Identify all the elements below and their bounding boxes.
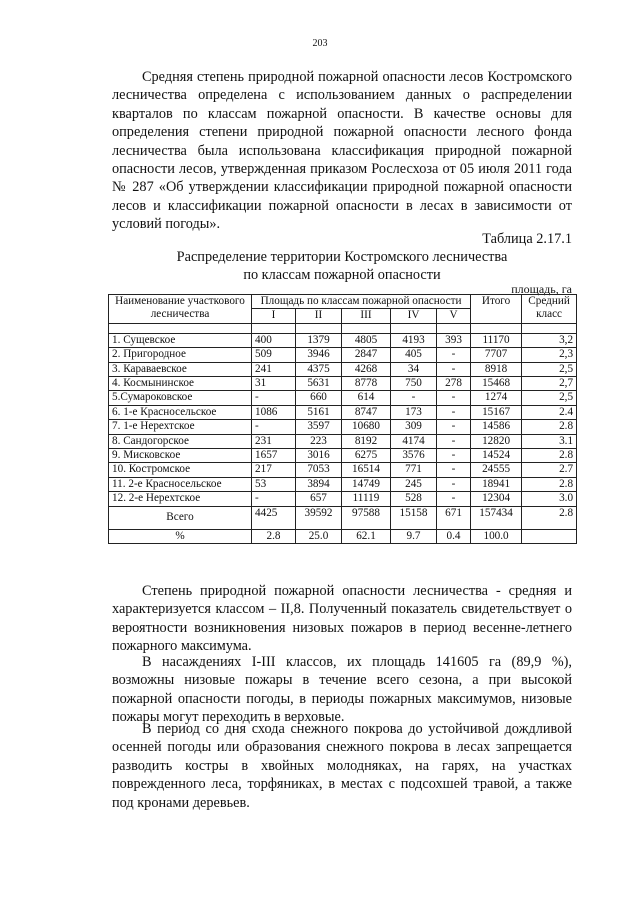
- row-value-cell: -: [437, 391, 471, 405]
- header-class-iii: III: [342, 309, 391, 323]
- table-row: [109, 362, 577, 376]
- row-value-cell: 2.8: [522, 477, 577, 491]
- table-label: Таблица 2.17.1: [482, 231, 572, 247]
- row-value-cell: 217: [252, 463, 296, 477]
- row-value-cell: 173: [391, 405, 437, 419]
- row-value-cell: 1379: [296, 333, 342, 347]
- table-row: [109, 477, 577, 491]
- row-value-cell: 509: [252, 348, 296, 362]
- fire-class-table: [108, 294, 577, 544]
- row-value-cell: 241: [252, 362, 296, 376]
- table-row: [109, 333, 577, 347]
- paragraph-intro: Средняя степень природной пожарной опасности лесов Костромского лесничества определена с использованием данных о распределении кварталов по классам пожарной опасности. В качестве основы для определения степени природной пожарной опасности лесного фонда лесничества была использована классификация природной пожарной опасности лесов, утвержденная приказом Рослесхоза от 05 июля 2011 года № 287 «Об утверждении классификации природной пожарной опасности лесов и классификации пожарной опасности в лесах в зависимости от условий погоды».: [112, 69, 572, 233]
- row-name-cell: 9. Мисковское: [109, 449, 252, 463]
- row-value-cell: 8778: [342, 377, 391, 391]
- table-row: [109, 348, 577, 362]
- row-value-cell: -: [391, 391, 437, 405]
- row-value-cell: 3,2: [522, 333, 577, 347]
- row-name-cell: 8. Сандогорское: [109, 434, 252, 448]
- row-value-cell: -: [252, 492, 296, 506]
- row-value-cell: 3016: [296, 449, 342, 463]
- percent-label-cell: %: [109, 529, 252, 543]
- row-value-cell: 2.7: [522, 463, 577, 477]
- table-title-line-2: по классам пожарной опасности: [243, 267, 441, 283]
- page-number: 203: [312, 38, 328, 49]
- row-value-cell: 6275: [342, 449, 391, 463]
- row-value-cell: 53: [252, 477, 296, 491]
- row-value-cell: 5631: [296, 377, 342, 391]
- row-value-cell: 4375: [296, 362, 342, 376]
- row-value-cell: -: [437, 420, 471, 434]
- row-value-cell: 4805: [342, 333, 391, 347]
- row-value-cell: 18941: [471, 477, 522, 491]
- total-row: [109, 506, 577, 529]
- row-value-cell: 2,7: [522, 377, 577, 391]
- row-value-cell: 24555: [471, 463, 522, 477]
- row-value-cell: -: [252, 420, 296, 434]
- row-value-cell: -: [437, 492, 471, 506]
- row-value-cell: 2847: [342, 348, 391, 362]
- header-total: Итого: [471, 295, 522, 324]
- header-avg-class: Средний класс: [522, 295, 577, 324]
- table-row: [109, 405, 577, 419]
- row-value-cell: 3576: [391, 449, 437, 463]
- total-value-cell: 157434: [471, 506, 522, 529]
- row-name-cell: 5.Сумароковское: [109, 391, 252, 405]
- row-value-cell: 2,3: [522, 348, 577, 362]
- percent-value-cell: 25.0: [296, 529, 342, 543]
- row-value-cell: 8192: [342, 434, 391, 448]
- row-name-cell: 11. 2-е Красносельское: [109, 477, 252, 491]
- row-value-cell: -: [437, 463, 471, 477]
- row-value-cell: 1274: [471, 391, 522, 405]
- paragraph-classes: В насаждениях I-III классов, их площадь 141605 га (89,9 %), возможны низовые пожары в течение всего сезона, а при высокой пожарной опасности погоды, в периоды пожарных максимумов, низовые пожары могут переходить в верховые.: [112, 654, 572, 726]
- row-value-cell: -: [437, 477, 471, 491]
- header-class-ii: II: [296, 309, 342, 323]
- row-value-cell: 34: [391, 362, 437, 376]
- row-value-cell: 11170: [471, 333, 522, 347]
- row-value-cell: 1657: [252, 449, 296, 463]
- total-value-cell: 15158: [391, 506, 437, 529]
- table-title-line-1: Распределение территории Костромского лесничества: [176, 249, 508, 265]
- row-value-cell: -: [252, 391, 296, 405]
- percent-value-cell: 62.1: [342, 529, 391, 543]
- header-class-v: V: [437, 309, 471, 323]
- row-value-cell: -: [437, 362, 471, 376]
- row-value-cell: 245: [391, 477, 437, 491]
- percent-value-cell: 0.4: [437, 529, 471, 543]
- row-value-cell: 309: [391, 420, 437, 434]
- row-value-cell: 2,5: [522, 391, 577, 405]
- percent-value-cell: [522, 529, 577, 543]
- row-value-cell: 660: [296, 391, 342, 405]
- table-row: [109, 434, 577, 448]
- row-value-cell: 4174: [391, 434, 437, 448]
- row-name-cell: 1. Сущевское: [109, 333, 252, 347]
- row-name-cell: 6. 1-е Красносельское: [109, 405, 252, 419]
- table-row: [109, 463, 577, 477]
- row-value-cell: 1086: [252, 405, 296, 419]
- row-value-cell: 14586: [471, 420, 522, 434]
- row-value-cell: 4268: [342, 362, 391, 376]
- row-value-cell: 231: [252, 434, 296, 448]
- row-value-cell: 3597: [296, 420, 342, 434]
- row-value-cell: 278: [437, 377, 471, 391]
- row-value-cell: 614: [342, 391, 391, 405]
- row-value-cell: 750: [391, 377, 437, 391]
- row-value-cell: 405: [391, 348, 437, 362]
- row-value-cell: 5161: [296, 405, 342, 419]
- row-name-cell: 10. Костромское: [109, 463, 252, 477]
- header-class-iv: IV: [391, 309, 437, 323]
- row-value-cell: -: [437, 434, 471, 448]
- row-value-cell: 12820: [471, 434, 522, 448]
- percent-value-cell: 100.0: [471, 529, 522, 543]
- row-value-cell: -: [437, 449, 471, 463]
- row-value-cell: 11119: [342, 492, 391, 506]
- row-value-cell: 657: [296, 492, 342, 506]
- row-value-cell: 8747: [342, 405, 391, 419]
- total-value-cell: 39592: [296, 506, 342, 529]
- row-value-cell: 31: [252, 377, 296, 391]
- row-value-cell: 4193: [391, 333, 437, 347]
- row-value-cell: 12304: [471, 492, 522, 506]
- row-value-cell: 15167: [471, 405, 522, 419]
- table-row: [109, 377, 577, 391]
- row-value-cell: 3.1: [522, 434, 577, 448]
- row-value-cell: 14524: [471, 449, 522, 463]
- table-row: [109, 391, 577, 405]
- percent-value-cell: 9.7: [391, 529, 437, 543]
- total-value-cell: 97588: [342, 506, 391, 529]
- total-label-cell: Всего: [109, 506, 252, 529]
- row-value-cell: 771: [391, 463, 437, 477]
- row-value-cell: 528: [391, 492, 437, 506]
- paragraph-conclusion: Степень природной пожарной опасности лесничества - средняя и характеризуется классом – II,8. Полученный показатель свидетельствует о вероятности возникновения низовых пожаров в период весенне-летнего пожарного максимума.: [112, 583, 572, 655]
- spacer-row: [109, 323, 577, 333]
- header-class-i: I: [252, 309, 296, 323]
- row-value-cell: 393: [437, 333, 471, 347]
- row-value-cell: 400: [252, 333, 296, 347]
- row-value-cell: 2.4: [522, 405, 577, 419]
- header-area-group: Площадь по классам пожарной опасности: [252, 295, 471, 309]
- total-value-cell: 4425: [252, 506, 296, 529]
- row-value-cell: 2.8: [522, 420, 577, 434]
- row-value-cell: -: [437, 405, 471, 419]
- row-value-cell: 2,5: [522, 362, 577, 376]
- row-value-cell: -: [437, 348, 471, 362]
- row-value-cell: 2.8: [522, 449, 577, 463]
- table-units: площадь, га: [511, 282, 572, 296]
- row-value-cell: 3.0: [522, 492, 577, 506]
- row-value-cell: 7053: [296, 463, 342, 477]
- row-value-cell: 16514: [342, 463, 391, 477]
- row-name-cell: 4. Космынинское: [109, 377, 252, 391]
- table-row: [109, 492, 577, 506]
- row-name-cell: 2. Пригородное: [109, 348, 252, 362]
- row-value-cell: 3894: [296, 477, 342, 491]
- percent-value-cell: 2.8: [252, 529, 296, 543]
- paragraph-restrictions: В период со дня схода снежного покрова до устойчивой дождливой осенней погоды или образования снежного покрова в лесах запрещается разводить костры в хвойных молодняках, на гарях, на участках поврежденного леса, торфяниках, в местах с подсохшей травой, а также под кронами деревьев.: [112, 721, 572, 811]
- percent-row: [109, 529, 577, 543]
- row-value-cell: 14749: [342, 477, 391, 491]
- table-row: [109, 449, 577, 463]
- total-value-cell: 2.8: [522, 506, 577, 529]
- row-name-cell: 7. 1-е Нерехтское: [109, 420, 252, 434]
- row-name-cell: 12. 2-е Нерехтское: [109, 492, 252, 506]
- table-title: [112, 248, 572, 284]
- row-name-cell: 3. Караваевское: [109, 362, 252, 376]
- total-value-cell: 671: [437, 506, 471, 529]
- row-value-cell: 3946: [296, 348, 342, 362]
- row-value-cell: 7707: [471, 348, 522, 362]
- header-name: Наименование участкового лесничества: [109, 295, 252, 324]
- row-value-cell: 8918: [471, 362, 522, 376]
- row-value-cell: 15468: [471, 377, 522, 391]
- row-value-cell: 223: [296, 434, 342, 448]
- table-row: [109, 420, 577, 434]
- row-value-cell: 10680: [342, 420, 391, 434]
